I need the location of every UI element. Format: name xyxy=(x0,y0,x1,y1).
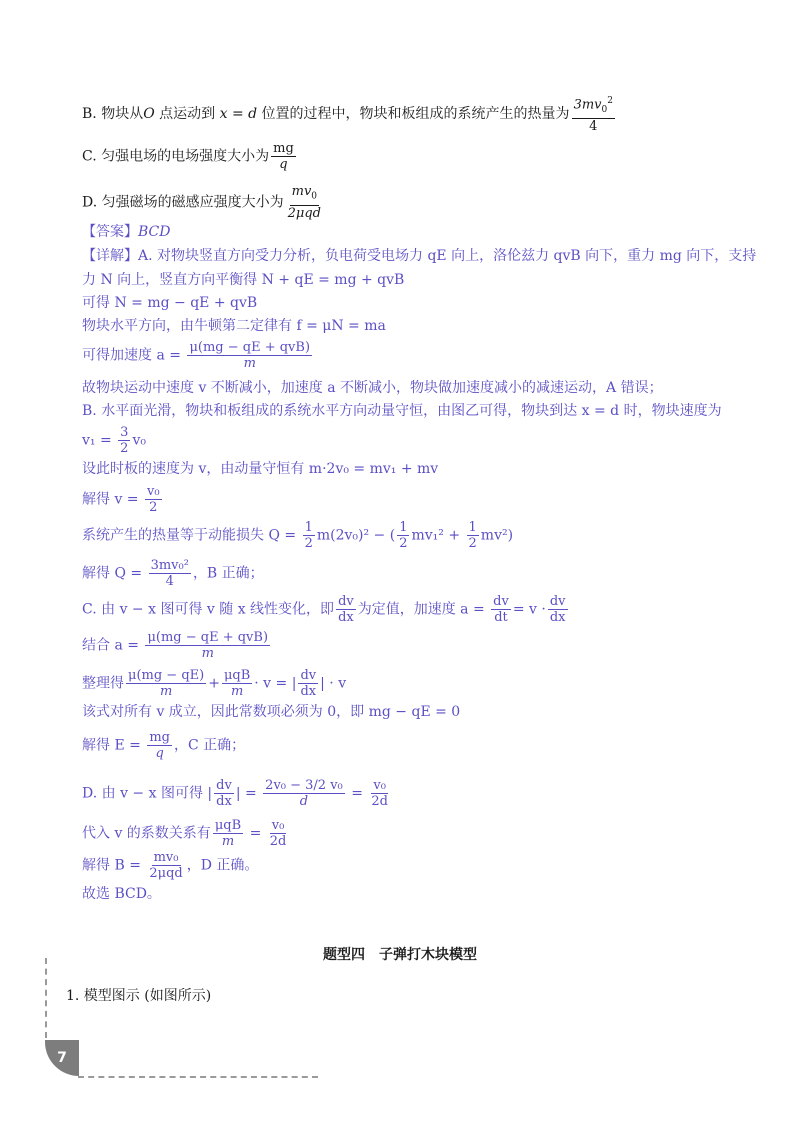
fraction: $\frac{3mv_0^2}{4}$ xyxy=(573,96,613,134)
detail-line-2: 力 N 向上，竖直方向平衡得 N + qE = mg + qvB xyxy=(82,272,405,288)
fraction: $\frac{1}{2}$ xyxy=(399,520,408,551)
fraction: $\frac{\text{μ(mg − qE + qvB)}}{m}$ xyxy=(189,340,311,371)
fraction: $\frac{\mu(mg - qE)}{m}$ xyxy=(128,668,205,699)
fraction: $\frac{\text{3mv₀²}}{4}$ xyxy=(150,558,189,589)
sub-heading: 1. 模型图示 (如图所示) xyxy=(66,988,212,1004)
detail-line-13: C. 由 v − x 图可得 v 随 x 线性变化，即 $\frac{dv}{dx}$ 为定值，加速度 a = $\frac{dv}{dt}$ = v · $\frac{dv}{dx}$ xyxy=(82,594,566,625)
fraction: $\frac{dv}{dt}$ xyxy=(493,594,509,625)
page-number: 7 xyxy=(57,1050,67,1066)
detail-line-15: 整理得 $\frac{\mu(mg - qE)}{m}$ + $\frac{\text{μqB}}{m}$ · v = | $\frac{dv}{dx}$ | · v xyxy=(82,668,347,699)
detail-line-6: 故物块运动中速度 v 不断减小，加速度 a 不断减小，物块做加速度减小的减速运动，A 错误； xyxy=(82,380,663,396)
detail-line-11: 系统产生的热量等于动能损失 Q = $\frac{1}{2}$ m(2v₀)² − ( $\frac{1}{2}$ mv₁² + $\frac{1}{2}$ mv²) xyxy=(82,520,514,551)
detail-line-21: 故选 BCD。 xyxy=(82,886,161,902)
fraction: $\frac{mv_0}{\text{2μqd}}$ xyxy=(287,184,322,221)
option-d: D. 匀强磁场的磁感应强度大小为 $\frac{mv_0}{\text{2μqd}}$ xyxy=(82,184,322,221)
detail-line-20: 解得 B = $\frac{\text{mv₀}}{\text{2μqd}}$ ，D 正确。 xyxy=(82,850,259,881)
fraction: $\frac{dv}{dx}$ xyxy=(300,668,317,699)
detail-line-1: 【详解】A. 对物块竖直方向受力分析，负电荷受电场力 qE 向上，洛伦兹力 qvB 向下，重力 mg 向下，支持 xyxy=(82,248,757,264)
fraction: $\frac{dv}{dx}$ xyxy=(216,778,232,809)
detail-line-7: B. 水平面光滑，物块和板组成的系统水平方向动量守恒，由图乙可得，物块到达 x = d 时，物块速度为 xyxy=(82,403,722,419)
fraction: $\frac{\text{2v₀ − 3/2 v₀}}{d}$ xyxy=(265,778,343,809)
detail-line-16: 该式对所有 v 成立，因此常数项必须为 0，即 mg − qE = 0 xyxy=(82,704,461,720)
fraction: $\frac{\text{mv₀}}{\text{2μqd}}$ xyxy=(149,850,183,881)
detail-line-10: 解得 v = $\frac{\text{v₀}}{2}$ xyxy=(82,484,160,515)
answer-line: 【答案】BCD xyxy=(82,224,171,240)
fraction: $\frac{\text{μqB}}{m}$ xyxy=(214,818,242,849)
fraction: $\frac{\text{μqB}}{m}$ xyxy=(223,668,251,699)
detail-line-4: 物块水平方向，由牛顿第二定律有 f = μN = ma xyxy=(82,318,386,334)
detail-line-3: 可得 N = mg − qE + qvB xyxy=(82,295,258,311)
fraction: $\frac{3}{2}$ xyxy=(120,425,129,456)
detail-line-18: D. 由 v − x 图可得 | $\frac{dv}{dx}$ | = $\frac{\text{2v₀ − 3/2 v₀}}{d}$ = $\frac{\text{v₀}}{2d}$ xyxy=(82,778,388,809)
section-title: 题型四 子弹打木块模型 xyxy=(323,947,477,963)
fraction: $\frac{mg}{q}$ xyxy=(149,730,170,761)
page-number-tab xyxy=(45,1040,79,1076)
fraction: $\frac{1}{2}$ xyxy=(468,520,477,551)
detail-line-19: 代入 v 的系数关系有 $\frac{\text{μqB}}{m}$ = $\frac{\text{v₀}}{2d}$ xyxy=(82,818,287,849)
fraction: $\frac{dv}{dx}$ xyxy=(549,594,566,625)
fraction: $\frac{\text{μ(mg − qE + qvB)}}{m}$ xyxy=(147,630,269,661)
detail-line-17: 解得 E = $\frac{mg}{q}$ ，C 正确； xyxy=(82,730,246,761)
fraction: $\frac{\text{v₀}}{2}$ xyxy=(147,484,160,515)
fraction: $\frac{\text{v₀}}{2d}$ xyxy=(371,778,388,809)
fraction: $\frac{mg}{q}$ xyxy=(273,141,294,172)
fraction: $\frac{1}{2}$ xyxy=(304,520,313,551)
detail-line-5: 可得加速度 a = $\frac{\text{μ(mg − qE + qvB)}}{m}$ xyxy=(82,340,311,371)
detail-line-8: v₁ = $\frac{3}{2}$ v₀ xyxy=(82,425,146,456)
option-b: B. 物块从O 点运动到 x = d 位置的过程中，物块和板组成的系统产生的热量为 $\frac{3mv_0^2}{4}$ xyxy=(82,96,613,134)
detail-line-14: 结合 a = $\frac{\text{μ(mg − qE + qvB)}}{m}$ xyxy=(82,630,269,661)
detail-line-9: 设此时板的速度为 v，由动量守恒有 m·2v₀ = mv₁ + mv xyxy=(82,461,439,477)
fraction: $\frac{dv}{dx}$ xyxy=(338,594,354,625)
detail-line-12: 解得 Q = $\frac{\text{3mv₀²}}{4}$ ，B 正确； xyxy=(82,558,264,589)
dashed-border-vertical xyxy=(45,958,47,1038)
fraction: $\frac{\text{v₀}}{2d}$ xyxy=(269,818,287,849)
dashed-border-horizontal xyxy=(78,1076,318,1078)
option-c: C. 匀强电场的电场强度大小为 $\frac{mg}{q}$ xyxy=(82,141,294,172)
